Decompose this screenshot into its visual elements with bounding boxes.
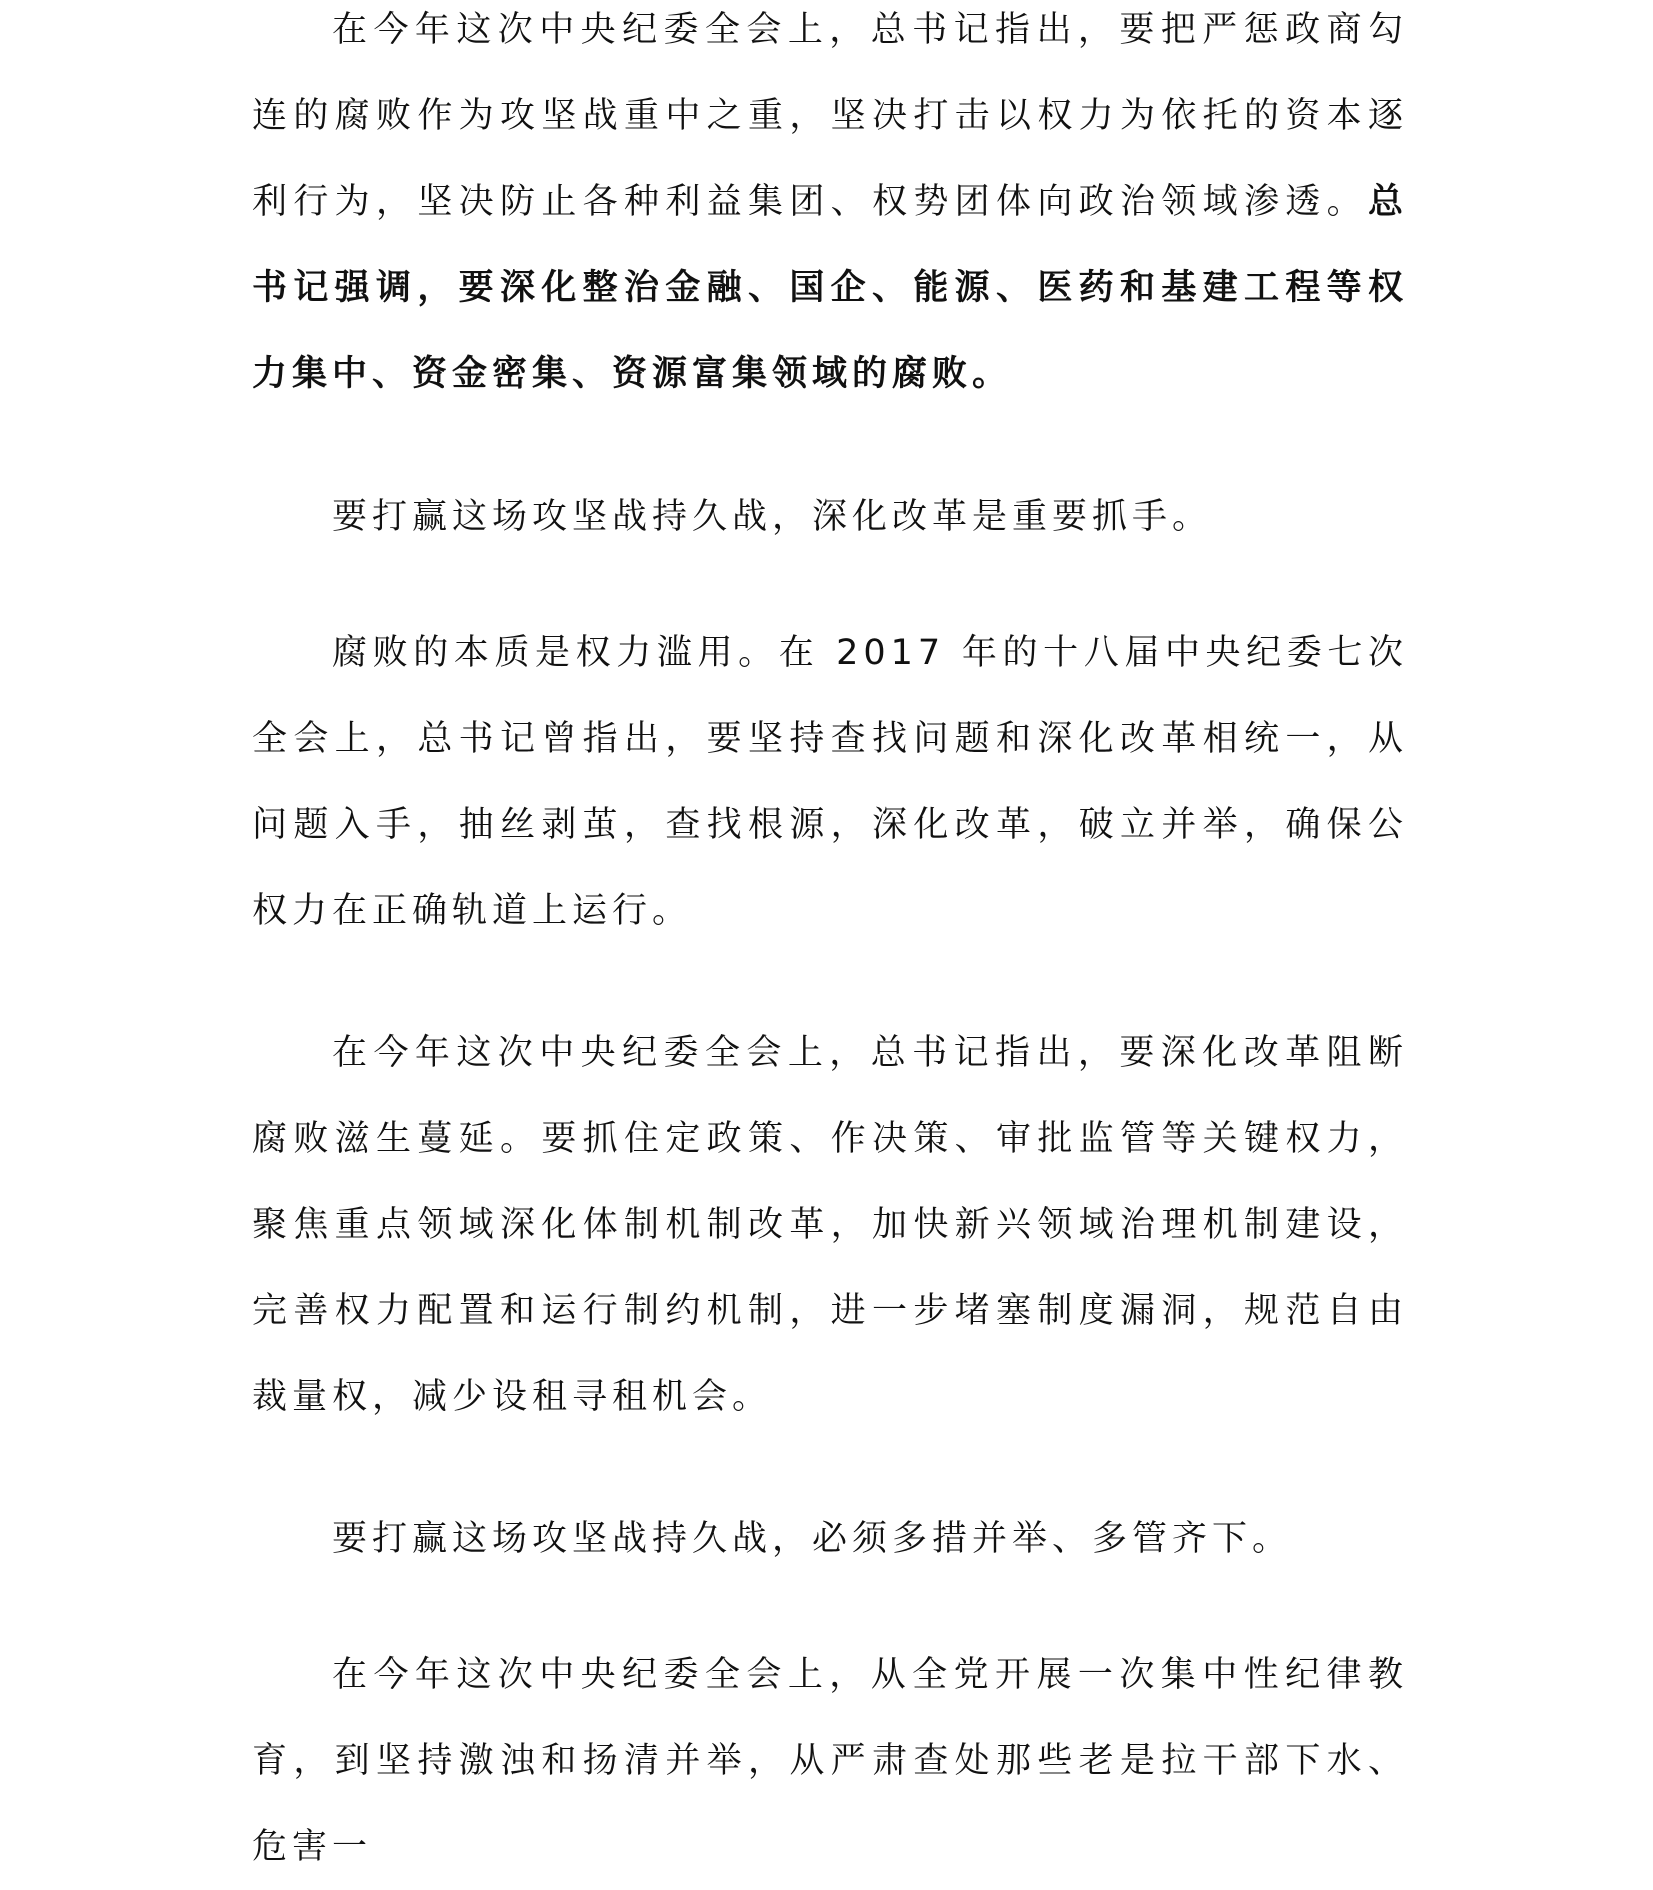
paragraph-3: [252, 610, 1408, 954]
paragraph-1-bold-text: 总书记强调，要深化整治金融、国企、能源、医药和基建工程等权力集中、资金密集、资源富集领域的腐败。: [252, 182, 1408, 394]
paragraph-5: [252, 1496, 1408, 1582]
paragraph-1-text: 在今年这次中央纪委全会上，总书记指出，要把严惩政商勾连的腐败作为攻坚战重中之重，坚决打击以权力为依托的资本逐利行为，坚决防止各种利益集团、权势团体向政治领域渗透。: [252, 10, 1408, 222]
paragraph-6: [252, 1632, 1408, 1890]
paragraph-2: [252, 474, 1408, 560]
paragraph-6-text: 在今年这次中央纪委全会上，从全党开展一次集中性纪律教育，到坚持激浊和扬清并举，从严肃查处那些老是拉干部下水、危害一: [252, 1655, 1408, 1867]
paragraph-1: [252, 0, 1408, 417]
paragraph-2-text: 要打赢这场攻坚战持久战，深化改革是重要抓手。: [332, 497, 1213, 537]
paragraph-4: [252, 1010, 1408, 1440]
paragraph-5-text: 要打赢这场攻坚战持久战，必须多措并举、多管齐下。: [332, 1519, 1293, 1559]
paragraph-4-text: 在今年这次中央纪委全会上，总书记指出，要深化改革阻断腐败滋生蔓延。要抓住定政策、作决策、审批监管等关键权力，聚焦重点领域深化体制机制改革，加快新兴领域治理机制建设，完善权力配置和运行制约机制，进一步堵塞制度漏洞，规范自由裁量权，减少设租寻租机会。: [252, 1033, 1408, 1417]
paragraph-3-text: 腐败的本质是权力滥用。在 2017 年的十八届中央纪委七次全会上，总书记曾指出，要坚持查找问题和深化改革相统一，从问题入手，抽丝剥茧，查找根源，深化改革，破立并举，确保公权力在正确轨道上运行。: [252, 633, 1408, 931]
